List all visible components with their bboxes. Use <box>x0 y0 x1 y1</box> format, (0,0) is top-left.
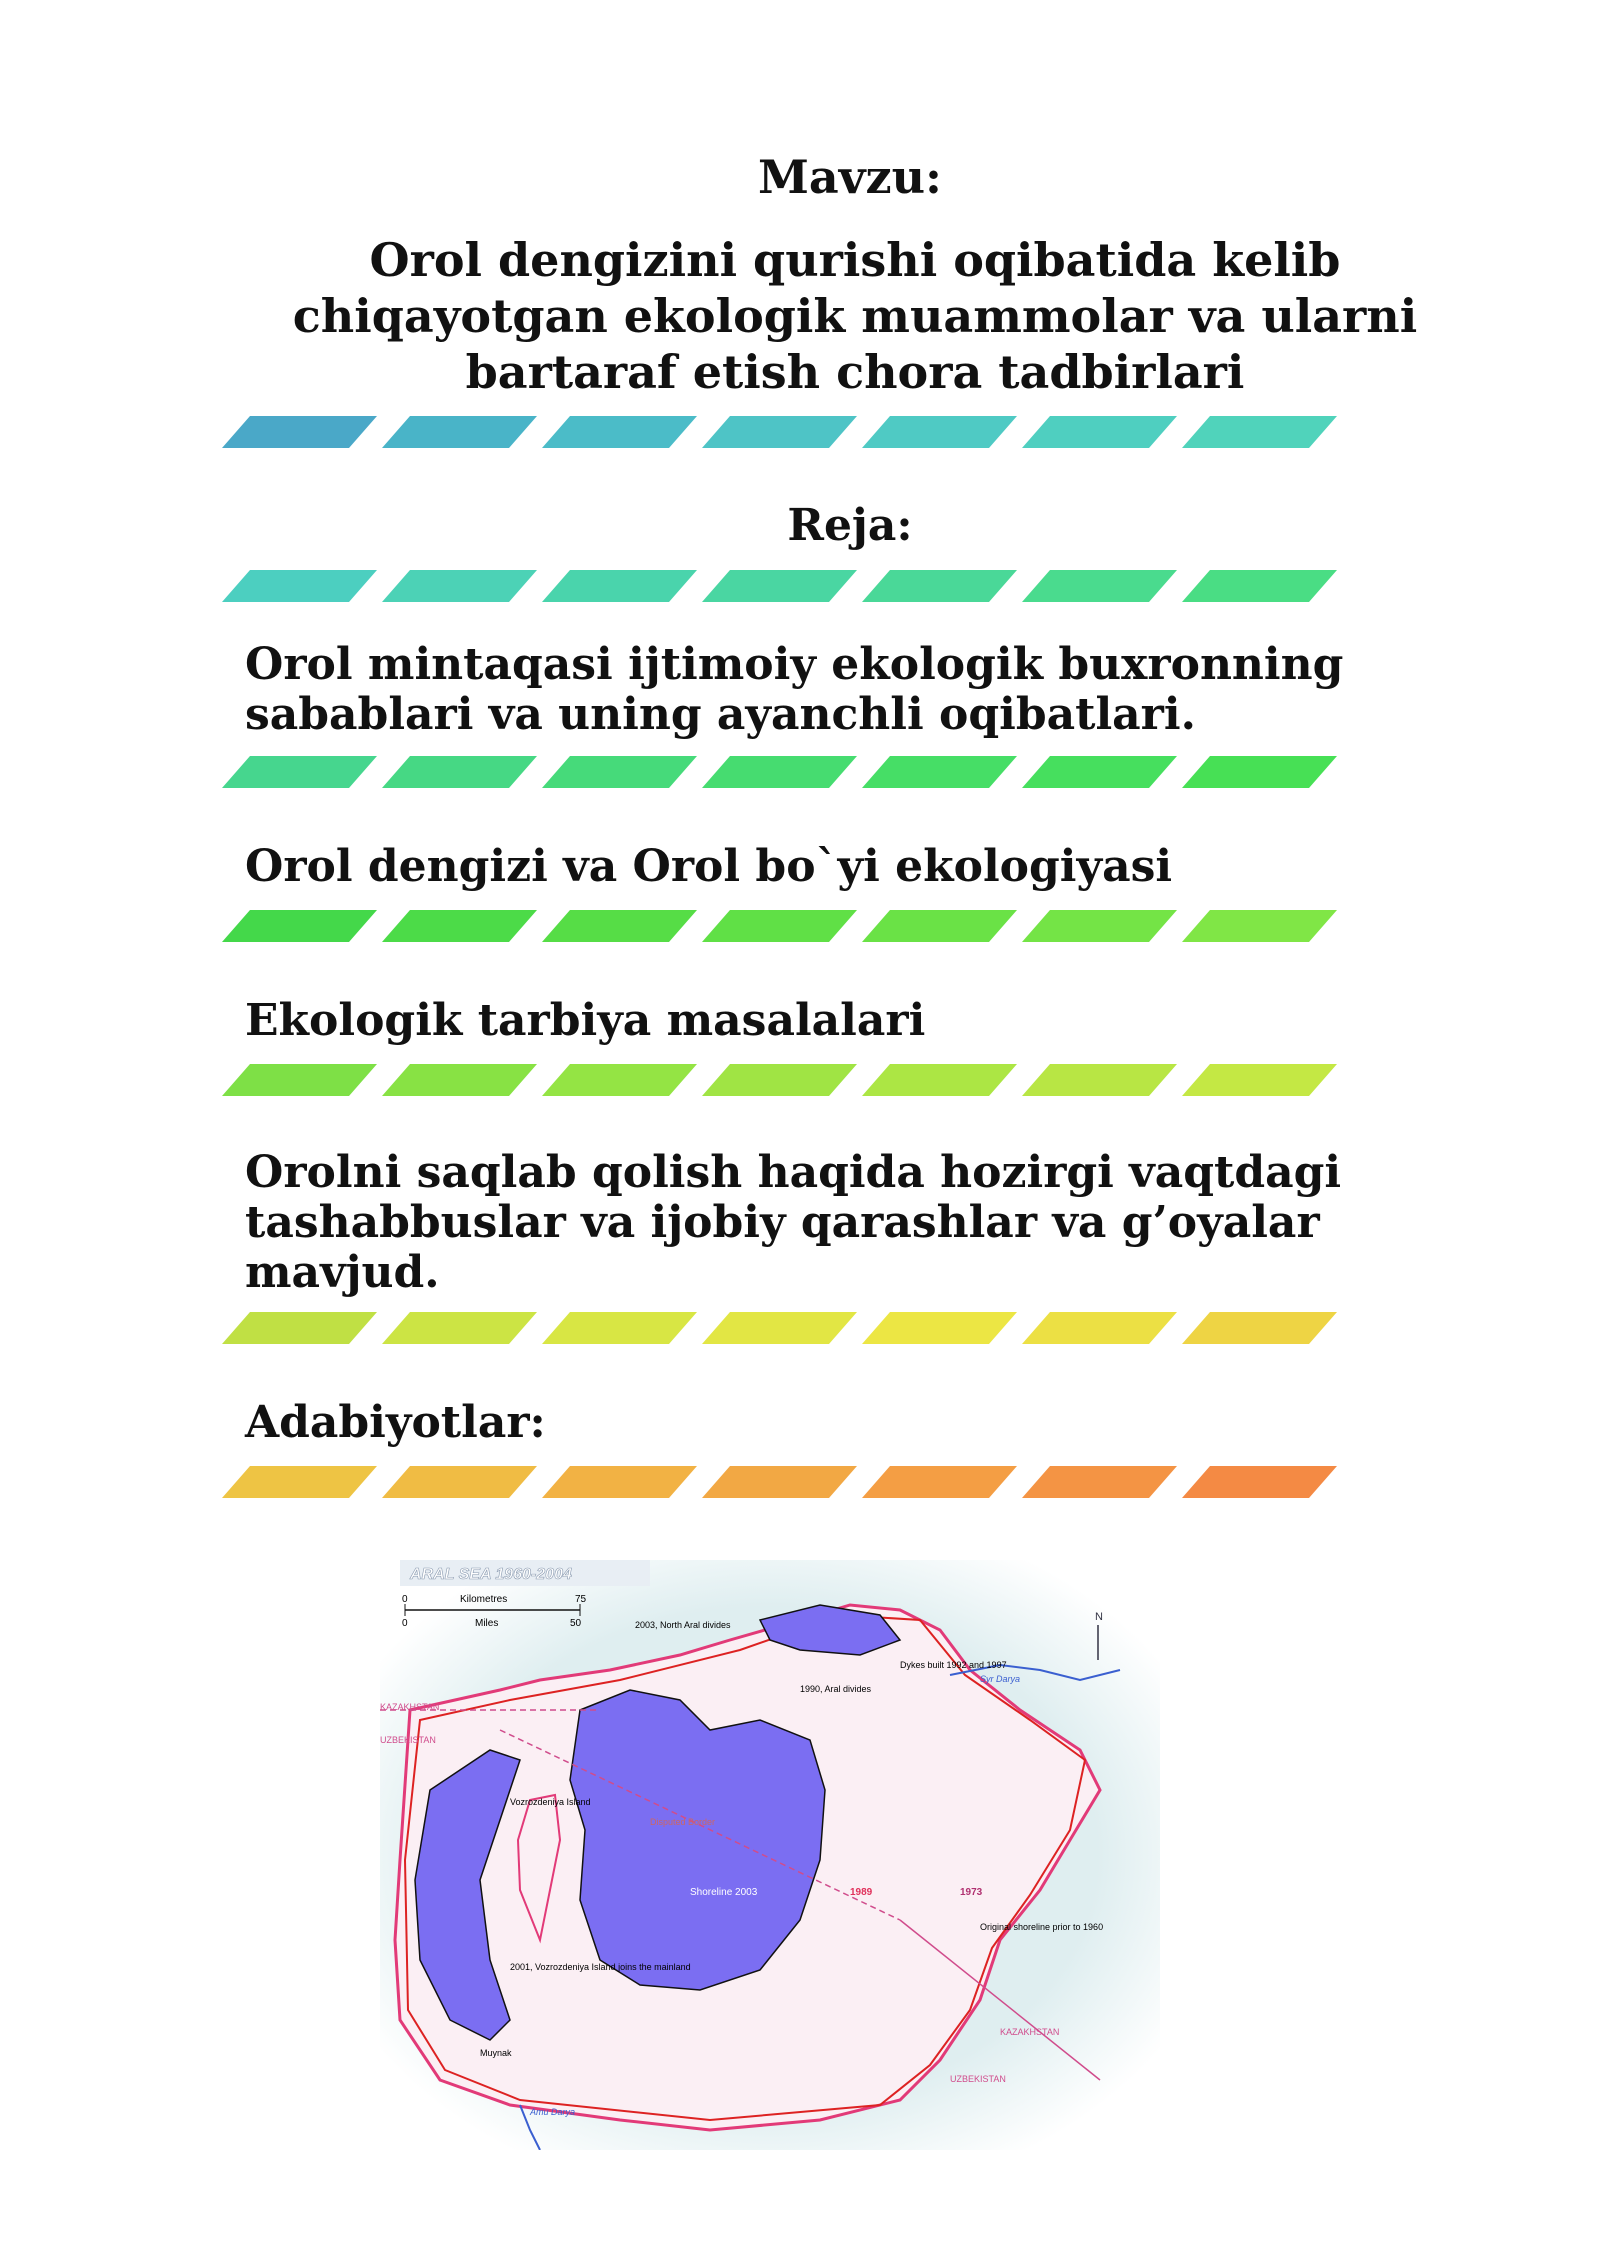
plan-item-references: Adabiyotlar: <box>245 1397 546 1448</box>
divider-stripe <box>1182 1312 1337 1344</box>
divider-stripe <box>542 1064 697 1096</box>
divider-stripe <box>1022 756 1177 788</box>
divider-stripe <box>702 416 857 448</box>
divider-stripe <box>1022 570 1177 602</box>
label-uzbekistan-se: UZBEKISTAN <box>950 2074 1006 2084</box>
scale-mi-0: 0 <box>402 1618 408 1629</box>
label-island-joins: 2001, Vozrozdeniya Island joins the mainland <box>510 1962 691 1972</box>
scale-km-0: 0 <box>402 1594 408 1605</box>
plan-item-3: Ekologik tarbiya masalalari <box>245 995 926 1046</box>
divider-stripe <box>862 1466 1017 1498</box>
divider-stripe <box>1022 1312 1177 1344</box>
divider-stripe <box>542 756 697 788</box>
divider-stripes <box>222 1062 1347 1098</box>
divider-stripes <box>222 754 1347 790</box>
label-muynak: Muynak <box>480 2048 512 2058</box>
divider-stripe <box>1182 1064 1337 1096</box>
divider-stripe <box>702 910 857 942</box>
divider-stripe <box>542 1312 697 1344</box>
divider-stripes <box>222 414 1347 450</box>
divider-stripe <box>542 1466 697 1498</box>
divider-stripes <box>222 568 1347 604</box>
label-amu-darya: Amu Darya <box>530 2107 576 2117</box>
north-arrow: N <box>1095 1611 1103 1623</box>
divider-stripe <box>222 416 377 448</box>
divider-stripe <box>222 1064 377 1096</box>
divider-stripe <box>222 570 377 602</box>
label-original-shoreline: Original shoreline prior to 1960 <box>980 1922 1104 1932</box>
label-uzbekistan-west: UZBEKISTAN <box>380 1735 436 1745</box>
divider-stripe <box>1022 1064 1177 1096</box>
divider-stripe <box>1022 416 1177 448</box>
label-dykes: Dykes built 1992 and 1997 <box>900 1660 1007 1670</box>
divider-stripe <box>862 416 1017 448</box>
divider-stripe <box>542 910 697 942</box>
divider-stripe <box>862 1312 1017 1344</box>
divider-stripe <box>382 416 537 448</box>
divider-stripes <box>222 1310 1347 1346</box>
divider-stripe <box>702 1466 857 1498</box>
divider-stripe <box>382 1064 537 1096</box>
divider-stripes <box>222 1464 1347 1500</box>
plan-item-1: Orol mintaqasi ijtimoiy ekologik buxronning sabablari va uning ayanchli oqibatlari. <box>245 639 1344 740</box>
plan-item-4: Orolni saqlab qolish haqida hozirgi vaqtdagi tashabbuslar va ijobiy qarashlar va g’oyalar mavjud. <box>245 1147 1342 1298</box>
scale-mi-max: 50 <box>570 1618 582 1629</box>
divider-stripe <box>862 910 1017 942</box>
aral-sea-map <box>380 1560 1160 2150</box>
divider-stripe <box>862 1064 1017 1096</box>
label-kazakhstan-west: KAZAKHSTAN <box>380 1702 440 1712</box>
divider-stripe <box>702 756 857 788</box>
divider-stripe <box>222 756 377 788</box>
divider-stripe <box>702 1312 857 1344</box>
divider-stripe <box>542 416 697 448</box>
divider-stripe <box>702 1064 857 1096</box>
divider-stripe <box>382 910 537 942</box>
map-title: ARAL SEA 1960-2004 <box>410 1566 572 1583</box>
divider-stripe <box>1022 1466 1177 1498</box>
divider-stripe <box>382 756 537 788</box>
label-syr-darya: Syr Darya <box>980 1674 1021 1684</box>
label-vozrozhdeniya: Vozrozdeniya Island <box>510 1797 591 1807</box>
divider-stripe <box>222 1466 377 1498</box>
plan-item-2: Orol dengizi va Orol bo`yi ekologiyasi <box>245 841 1173 892</box>
label-1973: 1973 <box>960 1887 983 1898</box>
divider-stripe <box>542 570 697 602</box>
divider-stripe <box>1182 416 1337 448</box>
divider-stripe <box>1182 756 1337 788</box>
label-shoreline-2003: Shoreline 2003 <box>690 1887 758 1898</box>
divider-stripe <box>702 570 857 602</box>
divider-stripe <box>222 910 377 942</box>
document-title: Orol dengizini qurishi oqibatida kelib chiqayotgan ekologik muammolar va ularni bartaraf etish chora tadbirlari <box>292 233 1418 399</box>
divider-stripes <box>222 908 1347 944</box>
divider-stripe <box>382 1312 537 1344</box>
divider-stripe <box>382 570 537 602</box>
scale-mi-label: Miles <box>475 1618 499 1629</box>
label-aral-divides: 1990, Aral divides <box>800 1684 872 1694</box>
divider-stripe <box>1182 910 1337 942</box>
divider-stripe <box>1182 570 1337 602</box>
divider-stripe <box>1022 910 1177 942</box>
label-kazakhstan-se: KAZAKHSTAN <box>1000 2027 1060 2037</box>
divider-stripe <box>382 1466 537 1498</box>
topic-label: Mavzu: <box>758 150 942 204</box>
label-north-aral: 2003, North Aral divides <box>635 1620 731 1630</box>
divider-stripe <box>1182 1466 1337 1498</box>
divider-stripe <box>222 1312 377 1344</box>
scale-km-max: 75 <box>575 1594 587 1605</box>
scale-km-label: Kilometres <box>460 1594 508 1605</box>
divider-stripe <box>862 570 1017 602</box>
label-disputed-border: Disputed Border <box>650 1817 716 1827</box>
divider-stripe <box>862 756 1017 788</box>
label-1989: 1989 <box>850 1887 873 1898</box>
plan-label: Reja: <box>787 500 913 551</box>
